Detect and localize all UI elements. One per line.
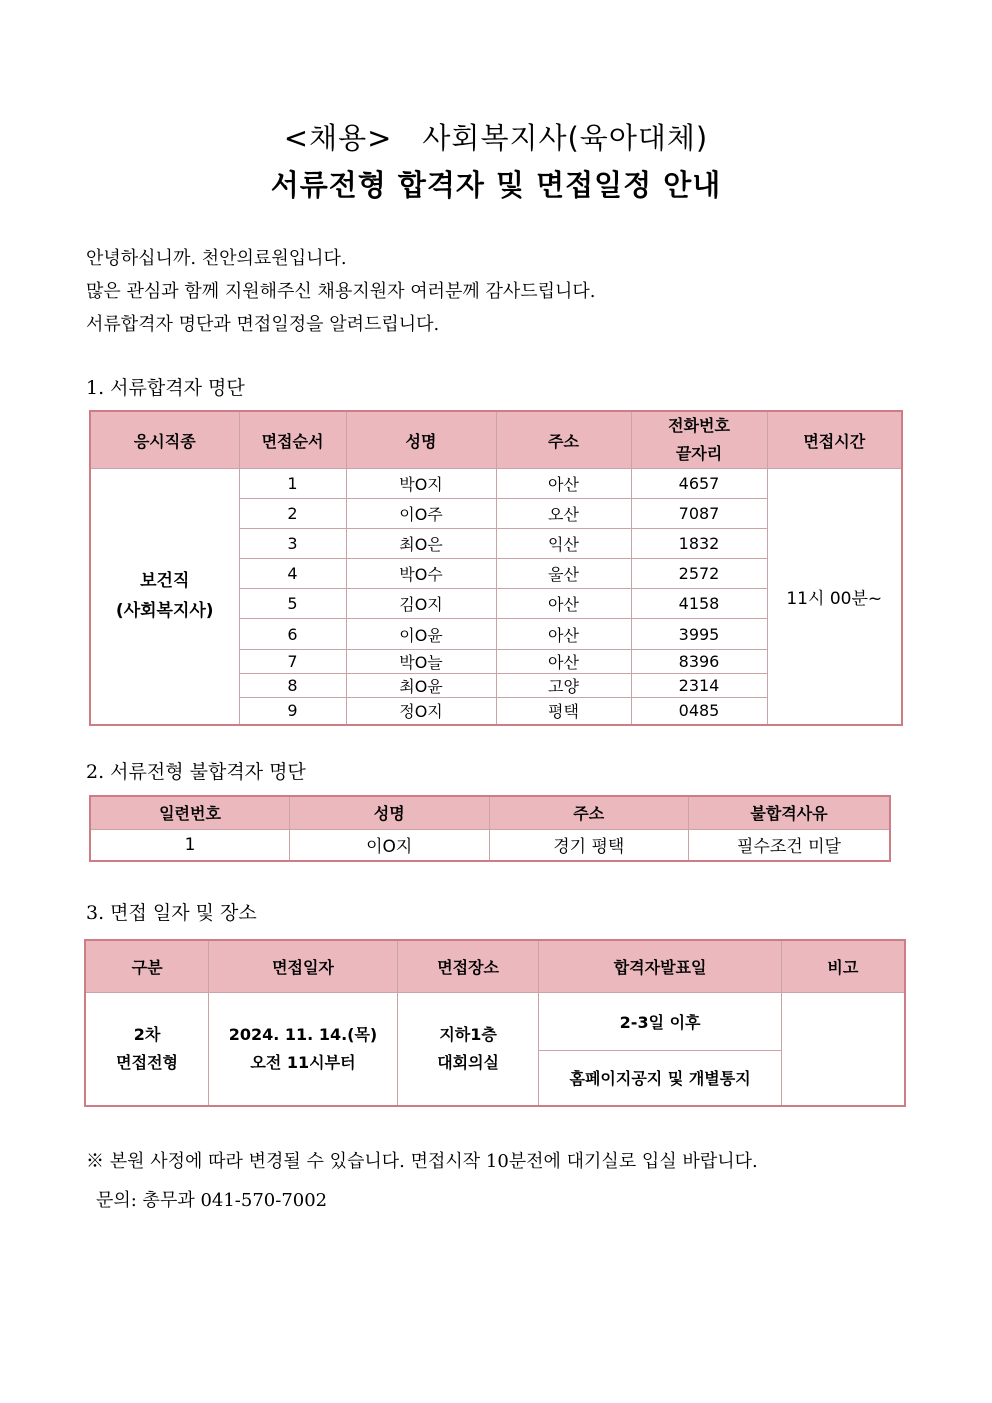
name-cell: 이O지 bbox=[290, 829, 490, 861]
order-cell: 1 bbox=[239, 469, 346, 499]
name-cell: 박O수 bbox=[346, 559, 496, 589]
table-header-row bbox=[90, 411, 902, 469]
address-cell: 아산 bbox=[496, 650, 631, 674]
date-line2: 오전 11시부터 bbox=[250, 1052, 356, 1072]
name-cell: 이O주 bbox=[346, 499, 496, 529]
type-line2: 면접전형 bbox=[116, 1052, 178, 1072]
order-cell: 6 bbox=[239, 619, 346, 650]
order-cell: 9 bbox=[239, 698, 346, 725]
address-cell: 울산 bbox=[496, 559, 631, 589]
table-header-row bbox=[90, 796, 890, 829]
intro-line-3: 서류합격자 명단과 면접일정을 알려드립니다. bbox=[86, 314, 440, 335]
place-cell bbox=[397, 992, 539, 1106]
section2-heading: 2. 서류전형 불합격자 명단 bbox=[86, 761, 306, 783]
page-title-line1: <채용> 사회복지사(육아대체) bbox=[283, 121, 709, 155]
header-address: 주소 bbox=[489, 796, 689, 829]
reason-cell: 필수조건 미달 bbox=[689, 829, 891, 861]
place-line1: 지하1층 bbox=[439, 1024, 497, 1044]
header-phone bbox=[631, 411, 767, 469]
address-cell: 아산 bbox=[496, 619, 631, 650]
phone-cell: 2314 bbox=[631, 674, 767, 698]
contact-text: 문의: 총무과 041-570-7002 bbox=[96, 1190, 328, 1211]
header-phone-line2: 끝자리 bbox=[675, 444, 723, 463]
phone-cell: 7087 bbox=[631, 499, 767, 529]
address-cell: 아산 bbox=[496, 589, 631, 619]
passed-applicants-table bbox=[89, 410, 903, 726]
type-cell bbox=[85, 992, 209, 1106]
order-cell: 2 bbox=[239, 499, 346, 529]
name-cell: 김O지 bbox=[346, 589, 496, 619]
section3-heading: 3. 면접 일자 및 장소 bbox=[86, 902, 257, 924]
order-cell: 5 bbox=[239, 589, 346, 619]
serial-cell: 1 bbox=[90, 829, 290, 861]
name-cell: 이O윤 bbox=[346, 619, 496, 650]
name-cell: 최O윤 bbox=[346, 674, 496, 698]
job-cell bbox=[90, 469, 239, 725]
announce-cell-1: 2-3일 이후 bbox=[539, 992, 781, 1050]
table-row bbox=[85, 992, 905, 1050]
rejected-applicants-table bbox=[89, 795, 891, 862]
job-line1: 보건직 bbox=[140, 571, 190, 592]
date-line1: 2024. 11. 14.(목) bbox=[228, 1024, 378, 1044]
phone-cell: 0485 bbox=[631, 698, 767, 725]
header-order: 면접순서 bbox=[239, 411, 346, 469]
address-cell: 아산 bbox=[496, 469, 631, 499]
name-cell: 정O지 bbox=[346, 698, 496, 725]
header-address: 주소 bbox=[496, 411, 631, 469]
phone-cell: 3995 bbox=[631, 619, 767, 650]
phone-cell: 1832 bbox=[631, 529, 767, 559]
order-cell: 4 bbox=[239, 559, 346, 589]
header-job: 응시직종 bbox=[90, 411, 239, 469]
intro-line-1: 안녕하십니까. 천안의료원입니다. bbox=[86, 248, 347, 269]
time-cell: 11시 00분~ bbox=[767, 469, 902, 725]
interview-schedule-table bbox=[84, 939, 906, 1107]
phone-cell: 8396 bbox=[631, 650, 767, 674]
name-cell: 최O은 bbox=[346, 529, 496, 559]
header-name: 성명 bbox=[346, 411, 496, 469]
header-serial: 일련번호 bbox=[90, 796, 290, 829]
order-cell: 3 bbox=[239, 529, 346, 559]
job-line2: (사회복지사) bbox=[115, 601, 214, 622]
place-line2: 대회의실 bbox=[437, 1052, 500, 1072]
header-time: 면접시간 bbox=[767, 411, 902, 469]
announce-cell-2: 홈페이지공지 및 개별통지 bbox=[539, 1050, 781, 1106]
type-line1: 2차 bbox=[133, 1024, 161, 1044]
address-cell: 고양 bbox=[496, 674, 631, 698]
header-place: 면접장소 bbox=[397, 940, 539, 992]
phone-cell: 2572 bbox=[631, 559, 767, 589]
header-name: 성명 bbox=[290, 796, 490, 829]
header-announce: 합격자발표일 bbox=[539, 940, 781, 992]
date-cell bbox=[209, 992, 398, 1106]
address-cell: 경기 평택 bbox=[489, 829, 689, 861]
table-header-row bbox=[85, 940, 905, 992]
phone-cell: 4657 bbox=[631, 469, 767, 499]
address-cell: 익산 bbox=[496, 529, 631, 559]
header-type: 구분 bbox=[85, 940, 209, 992]
header-reason: 불합격사유 bbox=[689, 796, 891, 829]
order-cell: 7 bbox=[239, 650, 346, 674]
notice-text: ※ 본원 사정에 따라 변경될 수 있습니다. 면접시작 10분전에 대기실로 입실 바랍니다. bbox=[86, 1151, 758, 1172]
intro-line-2: 많은 관심과 함께 지원해주신 채용지원자 여러분께 감사드립니다. bbox=[86, 281, 596, 302]
address-cell: 오산 bbox=[496, 499, 631, 529]
order-cell: 8 bbox=[239, 674, 346, 698]
phone-cell: 4158 bbox=[631, 589, 767, 619]
name-cell: 박O지 bbox=[346, 469, 496, 499]
remark-cell bbox=[781, 992, 905, 1106]
name-cell: 박O늘 bbox=[346, 650, 496, 674]
header-remark: 비고 bbox=[781, 940, 905, 992]
table-row bbox=[90, 469, 902, 499]
header-date: 면접일자 bbox=[209, 940, 398, 992]
table-row bbox=[90, 829, 890, 861]
header-phone-line1: 전화번호 bbox=[668, 416, 730, 435]
address-cell: 평택 bbox=[496, 698, 631, 725]
page-title-line2: 서류전형 합격자 및 면접일정 안내 bbox=[270, 168, 722, 202]
section1-heading: 1. 서류합격자 명단 bbox=[86, 377, 245, 399]
